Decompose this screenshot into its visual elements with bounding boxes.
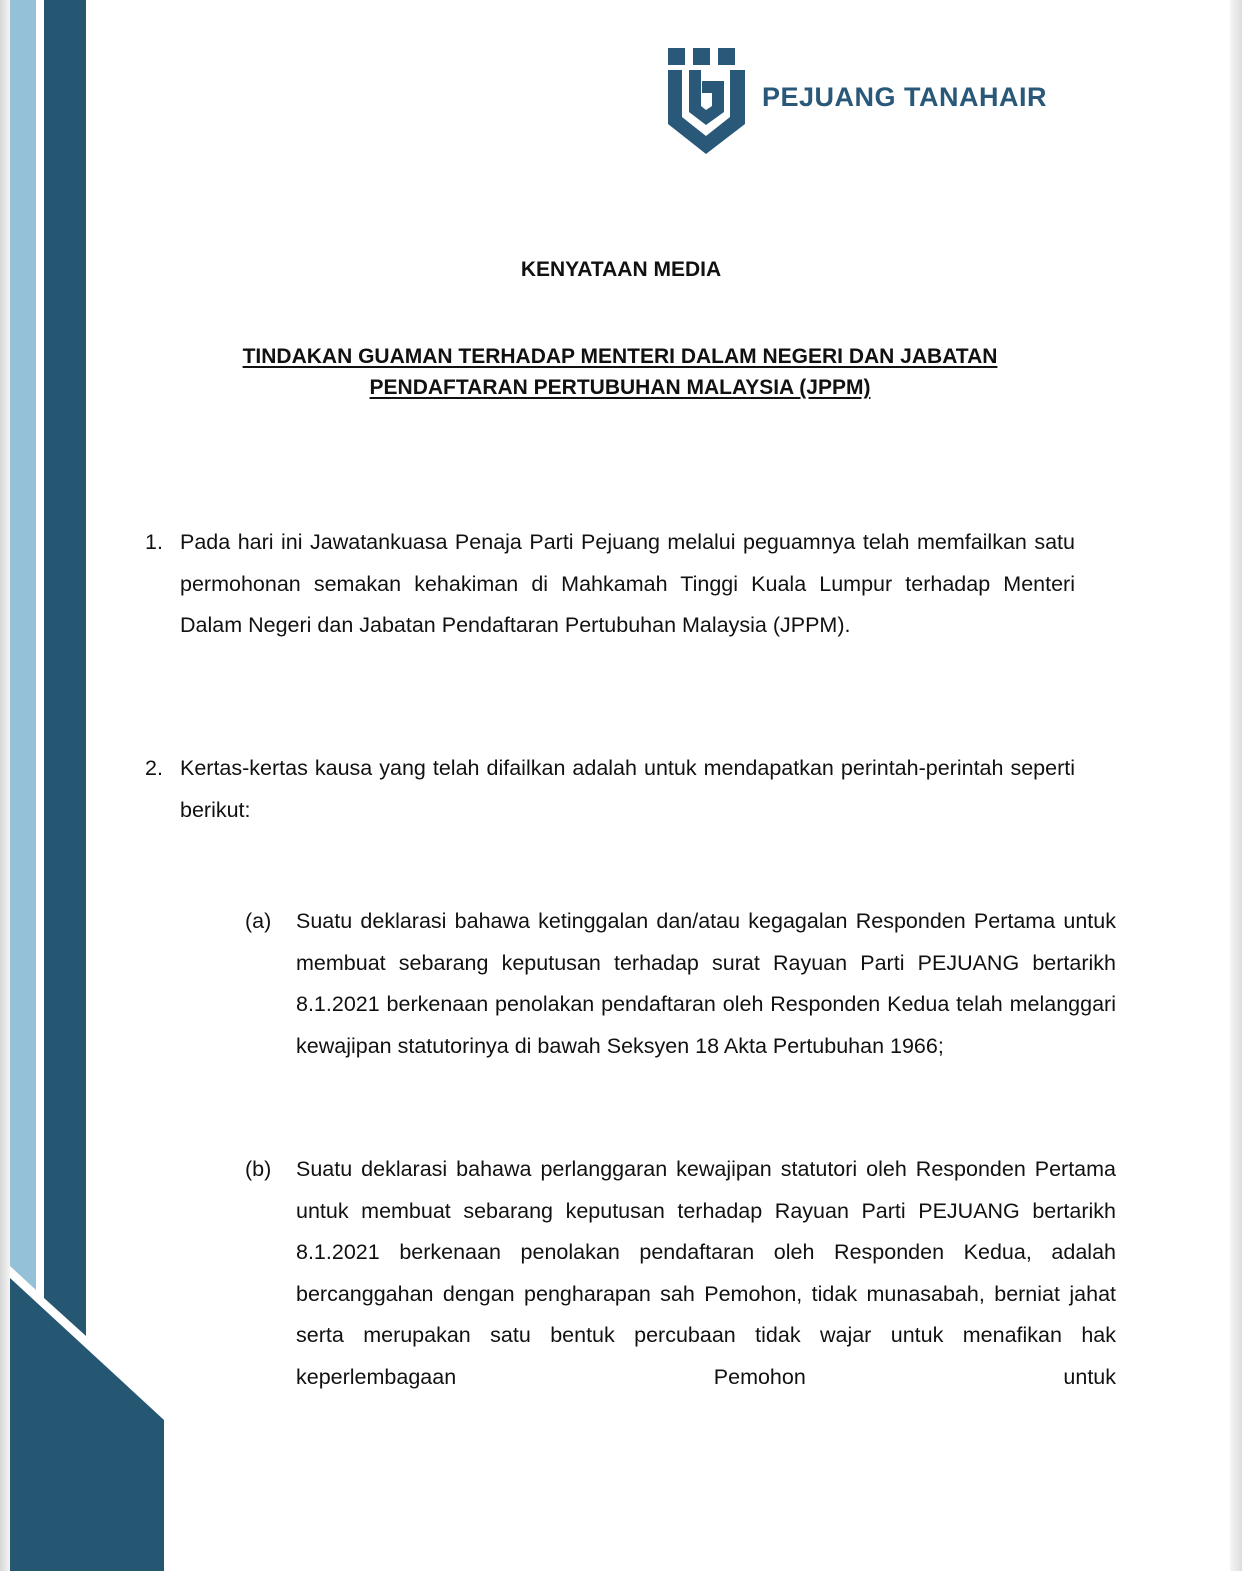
subparagraph-a bbox=[245, 901, 1116, 1067]
dark-blue-stripe bbox=[44, 0, 86, 1336]
subparagraph-label: (b) bbox=[245, 1157, 272, 1181]
subparagraph-text: Suatu deklarasi bahawa perlanggaran kewajipan statutori oleh Responden Pertama untuk membuat sebarang keputusan terhadap Rayuan Parti PEJUANG bertarikh 8.1.2021 berkenaan penolakan pendaftaran oleh Responden Kedua, adalah bercanggahan dengan pengharapan sah Pemohon, tidak munasabah, berniat jahat serta merupakan satu bentuk percubaan tidak wajar untuk menafikan hak keperlembagaan Pemohon untuk bbox=[296, 1157, 1116, 1389]
title-line-2: PENDAFTARAN PERTUBUHAN MALAYSIA (JPPM) bbox=[369, 376, 871, 399]
subparagraph-b bbox=[245, 1149, 1116, 1398]
paragraph-text: Kertas-kertas kausa yang telah difailkan adalah untuk mendapatkan perintah-perintah seperti berikut: bbox=[180, 756, 1075, 822]
paragraph-text: Pada hari ini Jawatankuasa Penaja Parti Pejuang melalui peguamnya telah memfailkan satu permohonan semakan kehakiman di Mahkamah Tinggi Kuala Lumpur terhadap Menteri Dalam Negeri dan Jabatan Pendaftaran Pertubuhan Malaysia (JPPM). bbox=[180, 530, 1075, 637]
light-blue-stripe bbox=[10, 0, 36, 1290]
subparagraph-text: Suatu deklarasi bahawa ketinggalan dan/atau kegagalan Responden Pertama untuk membuat sebarang keputusan terhadap surat Rayuan Parti PEJUANG bertarikh 8.1.2021 berkenaan penolakan pendaftaran oleh Responden Kedua telah melanggari kewajipan statutorinya di bawah Seksyen 18 Akta Pertubuhan 1966; bbox=[296, 909, 1116, 1058]
subparagraph-label: (a) bbox=[245, 909, 272, 933]
dark-blue-corner bbox=[10, 1278, 164, 1571]
paragraph-number: 2. bbox=[145, 756, 163, 780]
logo-wordmark: PEJUANG TANAHAIR bbox=[762, 82, 1048, 112]
party-logo bbox=[668, 46, 1108, 158]
document-heading: KENYATAAN MEDIA bbox=[520, 258, 722, 281]
paragraph-number: 1. bbox=[145, 530, 163, 554]
paragraph-2 bbox=[145, 748, 1075, 831]
title-line-1: TINDAKAN GUAMAN TERHADAP MENTERI DALAM NEGERI DAN JABATAN bbox=[242, 345, 998, 368]
document-title bbox=[160, 341, 1080, 403]
paragraph-1 bbox=[145, 522, 1075, 647]
page-edge-right bbox=[1230, 0, 1242, 1571]
pejuang-shield-logo-icon bbox=[668, 46, 748, 158]
